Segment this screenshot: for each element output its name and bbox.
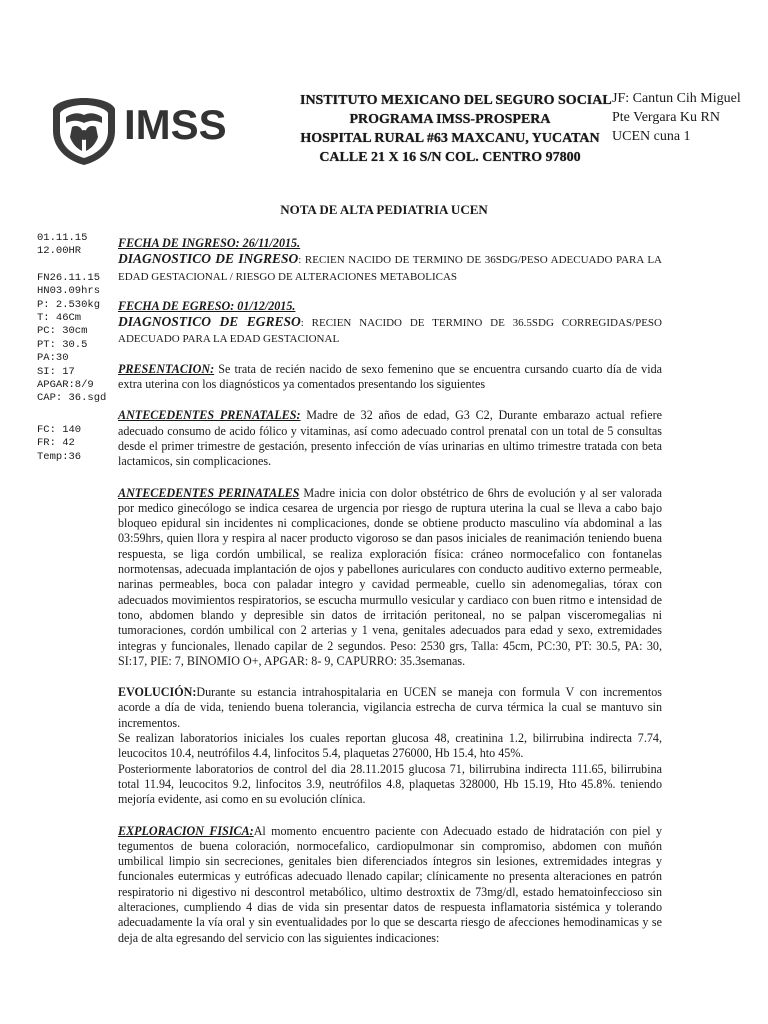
evolucion-label: EVOLUCIÓN: xyxy=(118,685,197,700)
diagnostico-ingreso-text: : RECIEN NACIDO DE TERMINO DE 36SDG/PESO ADECUADO PARA LA EDAD GESTACIONAL / RIESGO DE ALTERACIONES METABOLICAS xyxy=(118,254,662,283)
vital-item: PT: 30.5 xyxy=(37,338,88,351)
document-title: NOTA DE ALTA PEDIATRIA UCEN xyxy=(280,202,488,217)
patient-info-line: JF: Cantun Cih Miguel xyxy=(612,91,741,106)
section-presentacion xyxy=(118,362,662,393)
imss-logo-text: IMSS xyxy=(124,101,227,148)
vital-item: PA:30 xyxy=(37,352,69,365)
note-body xyxy=(118,236,662,962)
presentacion-text: Se trata de recién nacido de sexo femenino que se encuentra cursando cuarto día de vida extra uterina con los diagnósticos ya comentados presentando los siguientes xyxy=(118,361,662,392)
header-line: CALLE 21 X 16 S/N COL. CENTRO 97800 xyxy=(319,150,581,165)
vital-item: PC: 30cm xyxy=(37,325,88,338)
note-time: 12.00HR xyxy=(37,245,82,258)
section-perinatales xyxy=(118,486,662,670)
vital-item: HN03.09hrs xyxy=(37,285,101,298)
patient-info xyxy=(612,89,762,146)
header-line: PROGRAMA IMSS-PROSPERA xyxy=(349,112,551,127)
diagnostico-egreso-label: DIAGNOSTICO DE EGRESO xyxy=(118,314,301,330)
section-evolucion xyxy=(118,685,662,807)
header-line: INSTITUTO MEXICANO DEL SEGURO SOCIAL xyxy=(300,93,612,108)
vital-sign: FR: 42 xyxy=(37,437,75,450)
diagnostico-ingreso-label: DIAGNOSTICO DE INGRESO xyxy=(118,251,299,267)
section-exploracion xyxy=(118,824,662,946)
vital-item: CAP: 36.sgd xyxy=(37,392,107,405)
diagnostico-egreso-text: : RECIEN NACIDO DE TERMINO DE 36.5SDG CORREGIDAS/PESO ADECUADO PARA LA EDAD GESTACIONAL xyxy=(118,317,662,346)
fecha-egreso: FECHA DE EGRESO: 01/12/2015. xyxy=(118,298,296,313)
vital-item: P: 2.530kg xyxy=(37,298,101,311)
imss-emblem-icon xyxy=(50,95,118,167)
evolucion-labs-control: Posteriormente laboratorios de control del dia 28.11.2015 glucosa 71, bilirrubina indirecta 111.65, bilirrubina total 11.94, leucocitos 9.2, linfocitos 3.9, neutrófilos 4.8, plaquetas 328000, Hb 15.19, Hto 45.8%. teniendo mejoría evidente, asi como en su evolución clínica. xyxy=(118,761,662,807)
patient-info-line: UCEN cuna 1 xyxy=(612,129,691,144)
exploracion-text: Al momento encuentro paciente con Adecuado estado de hidratación con piel y tegumentos de buena coloración, normocefalico, cardiopulmonar sin compromiso, abdomen con muñón umbilical limpio sin secreciones, genitales bien diferenciados íntegros sin lesiones, extremidades integras y funcionales eutermicas y eutróficas adecuado llenado capilar; clínicamente no presenta alteraciones en patrón respiratorio ni digestivo ni descontrol metabólico, ultimo destroxtix de 73mg/dl, estado hematoinfeccioso sin alteraciones, cumpliendo 4 dias de vida sin presentar datos de respuesta inflamatoria sistémica y tolerando adecuadamente la vía oral y sin eventualidades por lo que se descarta riesgo de afecciones hemodinamicas y se deja de alta egresando del servicio con las siguientes indicaciones: xyxy=(118,823,663,945)
imss-logo xyxy=(50,95,225,170)
prenatales-text: Madre de 32 años de edad, G3 C2, Durante embarazo actual refiere adecuado consumo de acido fólico y vitaminas, así como adecuado control prenatal con un total de 5 consultas desde el primer trimestre de gestación, presento infección de vías urinarias en ultimo trimestre tratada con beta lactamicos, sin complicaciones. xyxy=(118,408,662,469)
patient-info-line: Pte Vergara Ku RN xyxy=(612,110,720,125)
vital-item: FN26.11.15 xyxy=(37,271,101,284)
presentacion-label: PRESENTACION: xyxy=(118,361,215,376)
institution-header xyxy=(300,91,612,167)
header-line: HOSPITAL RURAL #63 MAXCANU, YUCATAN xyxy=(300,131,600,146)
perinatales-text: Madre inicia con dolor obstétrico de 6hrs de evolución y al ser valorada por medico ginecólogo se indica cesarea de urgencia por riesgo de ruptura uterina la cual se lleva a cabo bajo bloqueo epidural sin incidentes ni complicaciones, donde se obtiene producto masculino vía abdominal a las 03:59hrs, quien llora y respira al nacer producto vigoroso se dan pasos iniciales de reanimación teniendo buena respuesta, se liga cordón umbilical, se realiza exploración física: cráneo normocefalico con fontanelas normotensas, adecuada implantación de ojos y pabellones auriculares con conducto auditivo externo permeable, narinas permeables, boca con paladar integro y cavidad permeable, cuello sin adenomegalias, tórax con adecuados movimientos respiratorios, se escucha murmullo vesicular y cardiaco con buen ritmo e intensidad de tono, abdomen blando y depresible sin datos de irritación peritoneal, no se palpan visceromegalias ni tumoraciones, cordón umbilical con 2 arterias y 1 vena, genitales adecuados para edad y sexo, extremidades integras y funcionales, llenado capilar de 2 segundos. Peso: 2530 grs, Talla: 45cm, PC:30, PT: 30.5, PA: 30, SI:17, PIE: 7, BINOMIO O+, APGAR: 8- 9, CAPURRO: 35.3semanas. xyxy=(118,485,663,668)
vital-item: SI: 17 xyxy=(37,365,75,378)
vital-item: APGAR:8/9 xyxy=(37,379,94,392)
section-egreso xyxy=(118,299,662,348)
note-date: 01.11.15 xyxy=(37,232,88,244)
exploracion-label: EXPLORACION FISICA: xyxy=(118,823,254,838)
vitals-column xyxy=(37,232,112,464)
vital-item: T: 46Cm xyxy=(37,312,82,325)
fecha-ingreso: FECHA DE INGRESO: 26/11/2015. xyxy=(118,236,301,250)
evolucion-text: Durante su estancia intrahospitalaria en UCEN se maneja con formula V con incrementos acorde a día de vida, teniendo buena tolerancia, vigilancia estrecha de curva térmica la cual se mantuvo sin incrementos. xyxy=(118,685,662,730)
vital-sign: FC: 140 xyxy=(37,423,82,436)
section-ingreso xyxy=(118,236,662,285)
prenatales-label: ANTECEDENTES PRENATALES: xyxy=(118,408,301,423)
evolucion-labs-initial: Se realizan laboratorios iniciales los cuales reportan glucosa 48, creatinina 1.2, bilirrubina indirecta 7.74, leucocitos 10.4, neutrófilos 4.4, linfocitos 5.4, plaquetas 276000, Hb 15.4, hto 45%. xyxy=(118,731,662,761)
perinatales-label: ANTECEDENTES PERINATALES xyxy=(118,485,300,500)
section-prenatales xyxy=(118,408,662,469)
vital-sign: Temp:36 xyxy=(37,450,82,463)
